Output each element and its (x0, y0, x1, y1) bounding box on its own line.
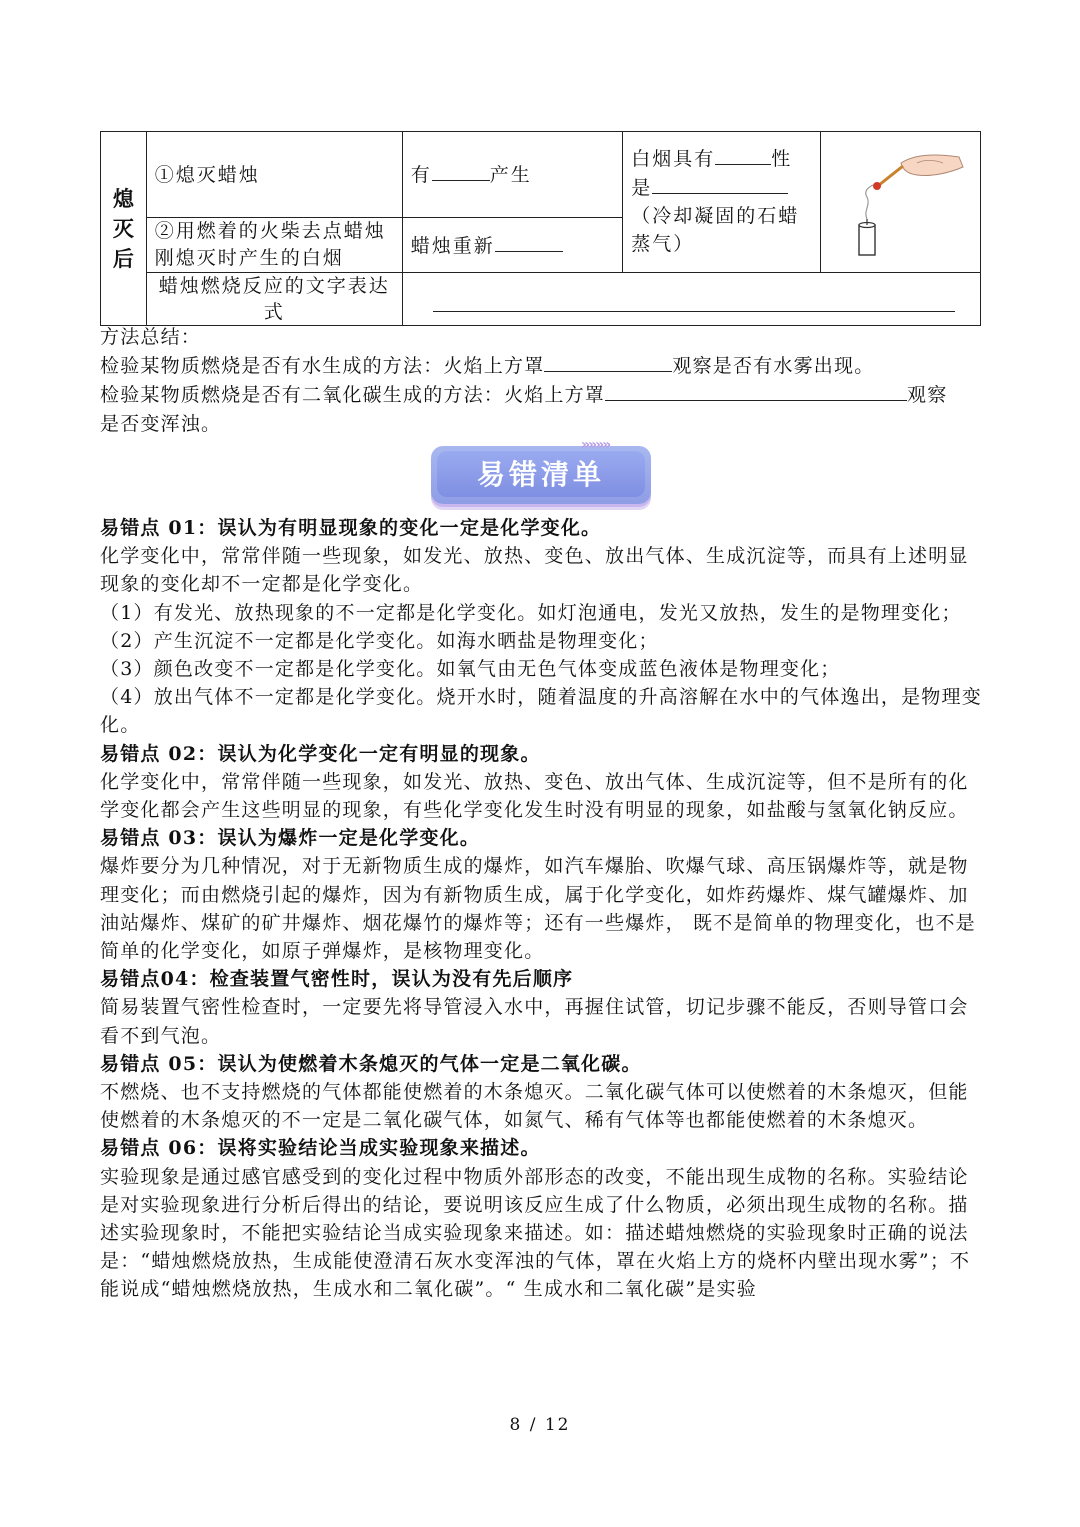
error-point-heading: 易错点 01：误认为有明显现象的变化一定是化学变化。 (100, 517, 602, 539)
observation-1-blank[interactable] (432, 160, 490, 181)
step-cell-1 (146, 132, 402, 218)
error-point-paragraph: 化学变化中，常常伴随一些现象，如发光、放热、变色、放出气体、生成沉淀等，而具有上述明显现象的变化却不一定都是化学变化。 (100, 545, 969, 596)
side-header-char: 灭 (112, 215, 134, 241)
method-title: 方法总结： (100, 326, 202, 348)
observation-2-blank[interactable] (495, 231, 563, 252)
candle-match-illustration (821, 133, 977, 263)
method-line-2-prefix: 检验某物质燃烧是否有二氧化碳生成的方法：火焰上方罩 (100, 384, 606, 407)
conclusion-prefix: 白烟具有 (631, 148, 716, 170)
step-2-text: ②用燃着的火柴去点蜡烛刚熄灭时产生的白烟 (154, 220, 386, 269)
error-point (100, 965, 982, 1050)
observation-cell-2 (402, 218, 623, 273)
observation-cell-1 (402, 132, 623, 218)
side-header-char: 后 (112, 245, 134, 271)
white-smoke (866, 185, 873, 219)
error-point-paragraph: （4）放出气体不一定都是化学变化。烧开水时，随着温度的升高溶解在水中的气体逸出，是物理变化。 (100, 686, 982, 737)
conclusion-cell (623, 132, 821, 273)
error-point-heading: 易错点04：检查装置气密性时，误认为没有先后顺序 (100, 968, 574, 991)
conclusion-line2-prefix: 是 (631, 177, 653, 199)
equation-label: 蜡烛燃烧反应的文字表达式 (158, 275, 390, 323)
error-point-paragraph: （2）产生沉淀不一定都是化学变化。如海水晒盐是物理变化； (100, 629, 659, 652)
method-line-2 (100, 380, 982, 409)
error-point-heading: 易错点 03：误认为爆炸一定是化学变化。 (100, 827, 481, 850)
observation-2-prefix: 蜡烛重新 (410, 234, 495, 257)
conclusion-blank-2[interactable] (652, 173, 788, 194)
error-point (100, 1134, 982, 1303)
experiment-table (100, 131, 981, 326)
equation-blank[interactable] (433, 297, 955, 312)
error-point-heading: 易错点 05：误认为使燃着木条熄灭的气体一定是二氧化碳。 (100, 1052, 642, 1075)
page-number: 8 / 12 (509, 1415, 571, 1435)
equation-label-cell (146, 273, 402, 326)
error-point (100, 824, 982, 965)
conclusion-blank-1[interactable] (715, 144, 771, 165)
side-header (101, 132, 147, 326)
conclusion-suffix: 性 (771, 148, 793, 170)
method-summary (100, 323, 982, 438)
error-point-paragraph: （3）颜色改变不一定都是化学变化。如氧气由无色气体变成蓝色液体是物理变化； (100, 658, 841, 681)
hand-shape (901, 155, 963, 176)
candle-body (859, 225, 875, 255)
error-point-heading: 易错点 02：误认为化学变化一定有明显的现象。 (100, 742, 541, 765)
observation-1-prefix: 有 (410, 164, 432, 186)
method-line-3: 是否变浑浊。 (100, 412, 222, 435)
match-stick (879, 166, 903, 185)
method-line-1-prefix: 检验某物质燃烧是否有水生成的方法：火焰上方罩 (100, 355, 545, 378)
error-point-heading: 易错点 06：误将实验结论当成实验现象来描述。 (100, 1137, 541, 1160)
error-point-paragraph: 爆炸要分为几种情况，对于无新物质生成的爆炸，如汽车爆胎、吹爆气球、高压锅爆炸等，就是物理变化；而由燃烧引起的爆炸，因为有新物质生成，属于化学变化，如炸药爆炸、煤气罐爆炸、加油站爆炸、煤矿的矿井爆炸、烟花爆竹的爆炸等；还有一些爆炸， 既不是简单的物理变化，也不是简单的化学变化，如原子弹爆炸，是核物理变化。 (100, 855, 976, 963)
error-point-paragraph: 不燃烧、也不支持燃烧的气体都能使燃着的木条熄灭。二氧化碳气体可以使燃着的木条熄灭，但能使燃着的木条熄灭的不一定是二氧化碳气体，如氮气、稀有气体等也都能使燃着的木条熄灭。 (100, 1081, 969, 1132)
method-line-2-suffix: 观察 (907, 384, 948, 407)
error-point-paragraph: 实验现象是通过感官感受到的变化过程中物质外部形态的改变，不能出现生成物的名称。实验结论是对实验现象进行分析后得出的结论，要说明该反应生成了什么物质，必须出现生成物的名称。描述实验现象时，不能把实验结论当成实验现象来描述。如：描述蜡烛燃烧的实验现象时正确的说法是：“蜡烛燃烧放热，生成能使澄清石灰水变浑浊的气体，罩在火焰上方的烧杯内壁出现水雾”；不能说成“蜡烛燃烧放热，生成水和二氧化碳”。“ 生成水和二氧化碳”是实验 (100, 1165, 971, 1301)
step-cell-2 (146, 218, 402, 273)
match-flame (873, 182, 881, 190)
error-point (100, 740, 982, 825)
side-header-char: 熄 (112, 185, 134, 211)
error-point-paragraph: 化学变化中，常常伴随一些现象，如发光、放热、变色、放出气体、生成沉淀等，但不是所有的化学变化都会产生这些明显的现象，有些化学变化发生时没有明显的现象，如盐酸与氢氧化钠反应。 (100, 770, 969, 822)
error-point (100, 1050, 982, 1135)
arrows-icon: »»»» (581, 437, 610, 453)
conclusion-line3: （冷却凝固的石蜡 (631, 205, 800, 227)
error-point (100, 514, 982, 740)
section-banner (431, 437, 651, 504)
conclusion-line4: 蒸气） (631, 233, 695, 255)
step-1-text: ①熄灭蜡烛 (154, 163, 260, 186)
illustration-cell (821, 132, 981, 273)
error-point-paragraph: （1）有发光、放热现象的不一定都是化学变化。如灯泡通电，发光又放热，发生的是物理变化； (100, 601, 962, 624)
observation-1-suffix: 产生 (489, 164, 532, 186)
method-blank-2[interactable] (605, 380, 907, 401)
equation-answer-cell (402, 273, 980, 326)
method-line-1-suffix: 观察是否有水雾出现。 (672, 355, 875, 378)
section-title: 易错清单 (476, 458, 605, 491)
method-line-1 (100, 351, 982, 380)
method-blank-1[interactable] (544, 351, 672, 372)
error-point-paragraph: 简易装置气密性检查时，一定要先将导管浸入水中，再握住试管，切记步骤不能反，否则导管口会看不到气泡。 (100, 996, 969, 1047)
error-points-list (100, 514, 982, 1304)
